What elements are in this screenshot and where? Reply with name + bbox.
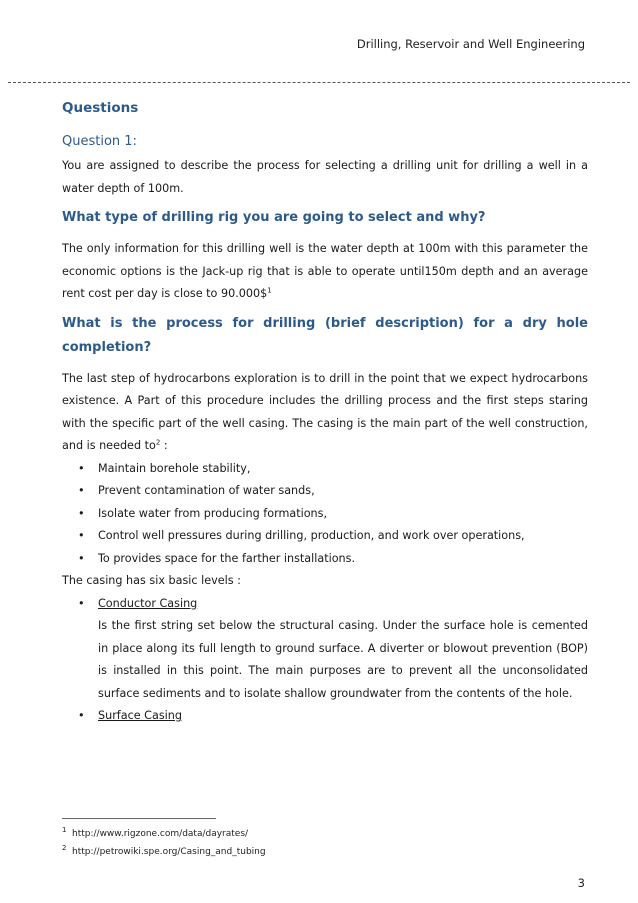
footnote-ref-2[interactable]: 2 xyxy=(155,438,161,447)
rig-question-answer xyxy=(62,238,588,306)
header-divider xyxy=(8,82,630,83)
page-number: 3 xyxy=(577,876,585,890)
rig-question-heading: What type of drilling rig you are going to select and why? xyxy=(62,210,486,225)
footnotes xyxy=(62,825,266,861)
question-1-label: Question 1: xyxy=(62,134,137,149)
footnote-ref-1[interactable]: 1 xyxy=(267,286,272,295)
process-answer-text: The last step of hydrocarbons exploration is to drill in the point that we expect hydrocarbons existence. A Part of this procedure includes the drilling process and the first steps staring with the specific part of the well casing. The casing is the main part of the well construction, and is needed to xyxy=(62,371,588,452)
footnote-item: 1 http://www.rigzone.com/data/dayrates/ xyxy=(62,826,249,839)
question-1-text: You are assigned to describe the process for selecting a drilling unit for drilling a well in a water depth of 100m. xyxy=(62,159,588,195)
casing-level-title: Surface Casing xyxy=(98,709,182,722)
footnote-item: 2 http://petrowiki.spe.org/Casing_and_tubing xyxy=(62,844,266,857)
footnote-divider xyxy=(62,818,216,819)
casing-level-description: Is the first string set below the structural casing. Under the surface hole is cemented in place along its full length to ground surface. A diverter or blowout prevention (BOP) is installed in this point. The main purposes are to prevent all the unconsolidated surface sediments and to isolate shallow groundwater from the contents of the hole. xyxy=(98,619,588,700)
section-title: Questions xyxy=(62,100,139,116)
footnote-link[interactable]: http://petrowiki.spe.org/Casing_and_tubing xyxy=(72,847,266,857)
list-item: • Prevent contamination of water sands, xyxy=(78,480,588,503)
footnote-link[interactable]: http://www.rigzone.com/data/dayrates/ xyxy=(72,829,249,839)
casing-levels-intro: The casing has six basic levels : xyxy=(62,574,241,587)
list-item xyxy=(78,705,588,728)
list-item: • Isolate water from producing formations, xyxy=(78,503,588,526)
list-item: • To provides space for the farther installations. xyxy=(78,548,588,571)
list-item: • Control well pressures during drilling, production, and work over operations, xyxy=(78,525,588,548)
casing-levels-list xyxy=(62,593,588,728)
rig-answer-text: The only information for this drilling well is the water depth at 100m with this parameter the economic options is the Jack-up rig that is able to operate until150m depth and an average rent cost per day is close to 90.000$ xyxy=(62,242,588,300)
process-answer-tail: : xyxy=(160,439,168,452)
list-item xyxy=(78,593,588,706)
list-item: • Maintain borehole stability, xyxy=(78,458,588,481)
running-header: Drilling, Reservoir and Well Engineering xyxy=(356,37,585,51)
page-body xyxy=(62,100,588,728)
casing-purposes-list xyxy=(62,458,588,571)
casing-level-title: Conductor Casing xyxy=(98,596,198,610)
process-question-answer xyxy=(62,368,588,458)
process-question-heading: What is the process for drilling (brief description) for a dry hole completion? xyxy=(62,315,588,355)
